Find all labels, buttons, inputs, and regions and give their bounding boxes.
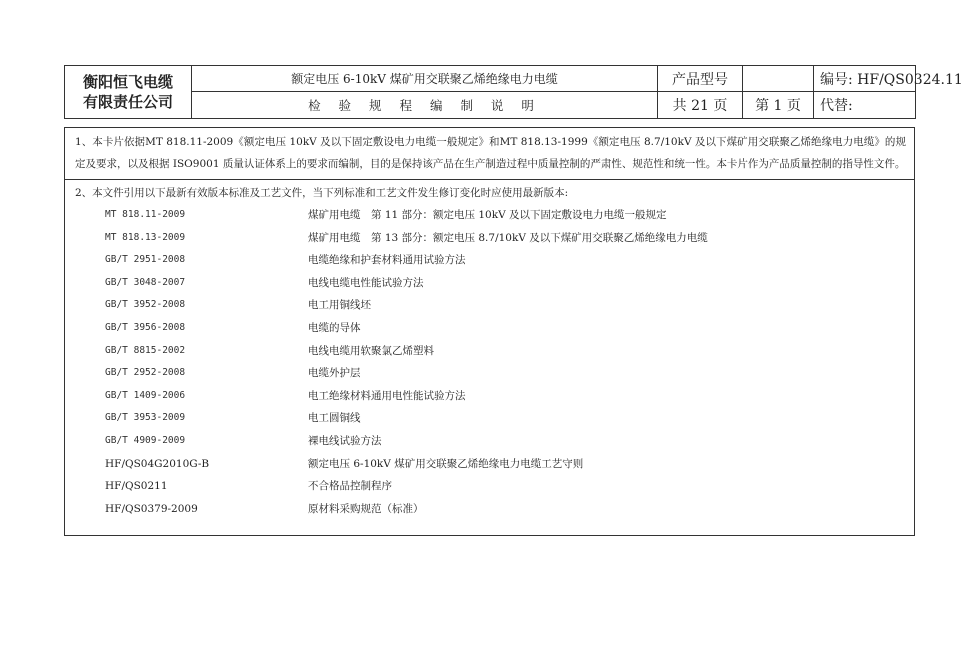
company-line-1: 衡阳恒飞电缆 (82, 73, 173, 91)
section-2-intro: 2、本文件引用以下最新有效版本标准及工艺文件，当下列标准和工艺文件发生修订变化时应使用最新版本: (75, 187, 569, 199)
standard-row (75, 498, 906, 521)
replaces-field: 代替: (814, 92, 916, 119)
standard-row (75, 362, 906, 385)
total-pages: 共 21 页 (658, 92, 743, 119)
section-1-paragraph: 1、本卡片依据MT 818.11-2009《额定电压 10kV 及以下固定敷设电力电缆一般规定》和MT 818.13-1999《额定电压 8.7/10kV 及以下煤矿用交联聚乙烯绝缘电力电缆》的规定及要求，以及根据 ISO9001 质量认证体系上的要求而编制，目的是保持该产品在生产制造过程中质量控制的严肃性、规范性和统一性。本卡片作为产品质量控制的指导性文件。 (65, 128, 914, 180)
standard-code: HF/QS0379-2009 (105, 502, 198, 515)
standard-row (75, 407, 906, 430)
company-name (65, 66, 192, 119)
standard-name: 电缆的导体 (308, 321, 361, 334)
standard-name: 原材料采购规范（标准） (308, 502, 424, 515)
product-title: 额定电压 6-10kV 煤矿用交联聚乙烯绝缘电力电缆 (192, 66, 658, 92)
standard-name: 不合格品控制程序 (308, 480, 392, 493)
standard-name: 煤矿用电缆 第 13 部分：额定电压 8.7/10kV 及以下煤矿用交联聚乙烯绝缘电力电缆 (308, 231, 708, 244)
standard-code: GB/T 3048-2007 (105, 276, 186, 288)
standard-code: MT 818.13-2009 (105, 231, 186, 243)
product-model-label: 产品型号 (658, 66, 743, 92)
section-2 (65, 180, 914, 520)
document-number: 编号: HF/QS0324.11 (814, 66, 916, 92)
standard-code: GB/T 8815-2002 (105, 344, 186, 356)
standard-name: 电线电缆用软聚氯乙烯塑料 (308, 344, 434, 357)
standard-name: 额定电压 6-10kV 煤矿用交联聚乙烯绝缘电力电缆工艺守则 (308, 457, 584, 470)
standard-row (75, 249, 906, 272)
standard-name: 电工圆铜线 (308, 412, 361, 425)
company-line-2: 有限责任公司 (82, 93, 173, 111)
standard-name: 煤矿用电缆 第 11 部分：额定电压 10kV 及以下固定敷设电力电缆一般规定 (308, 209, 667, 221)
standard-name: 电工用铜线坯 (308, 299, 371, 312)
standard-row (75, 475, 906, 498)
standard-code: HF/QS0211 (105, 480, 168, 493)
standard-code: MT 818.11-2009 (105, 209, 186, 220)
standard-code: GB/T 1409-2006 (105, 389, 186, 401)
document-body (64, 127, 915, 536)
standard-code: HF/QS04G2010G-B (105, 457, 210, 470)
standard-name: 电线电缆电性能试验方法 (308, 276, 424, 289)
standard-row (75, 294, 906, 317)
standard-row (75, 272, 906, 295)
standard-code: GB/T 3956-2008 (105, 321, 186, 333)
standard-row (75, 340, 906, 363)
standard-name: 电工绝缘材料通用电性能试验方法 (308, 389, 466, 402)
standards-list (75, 204, 906, 520)
page-number: 第 1 页 (743, 92, 814, 119)
product-model-value (743, 66, 814, 92)
standard-code: GB/T 3952-2008 (105, 299, 186, 311)
standard-row (75, 385, 906, 408)
document-title: 检 验 规 程 编 制 说 明 (192, 92, 658, 119)
standard-code: GB/T 4909-2009 (105, 434, 186, 446)
standard-name: 裸电线试验方法 (308, 434, 382, 447)
standard-row (75, 317, 906, 340)
standard-row (75, 227, 906, 250)
document-header (64, 65, 963, 119)
standard-row (75, 204, 906, 227)
standard-row (75, 430, 906, 453)
standard-name: 电缆绝缘和护套材料通用试验方法 (308, 254, 466, 267)
standard-code: GB/T 2952-2008 (105, 367, 186, 379)
standard-row (75, 453, 906, 476)
standard-code: GB/T 2951-2008 (105, 254, 186, 266)
standard-code: GB/T 3953-2009 (105, 412, 186, 424)
standard-name: 电缆外护层 (308, 367, 361, 380)
